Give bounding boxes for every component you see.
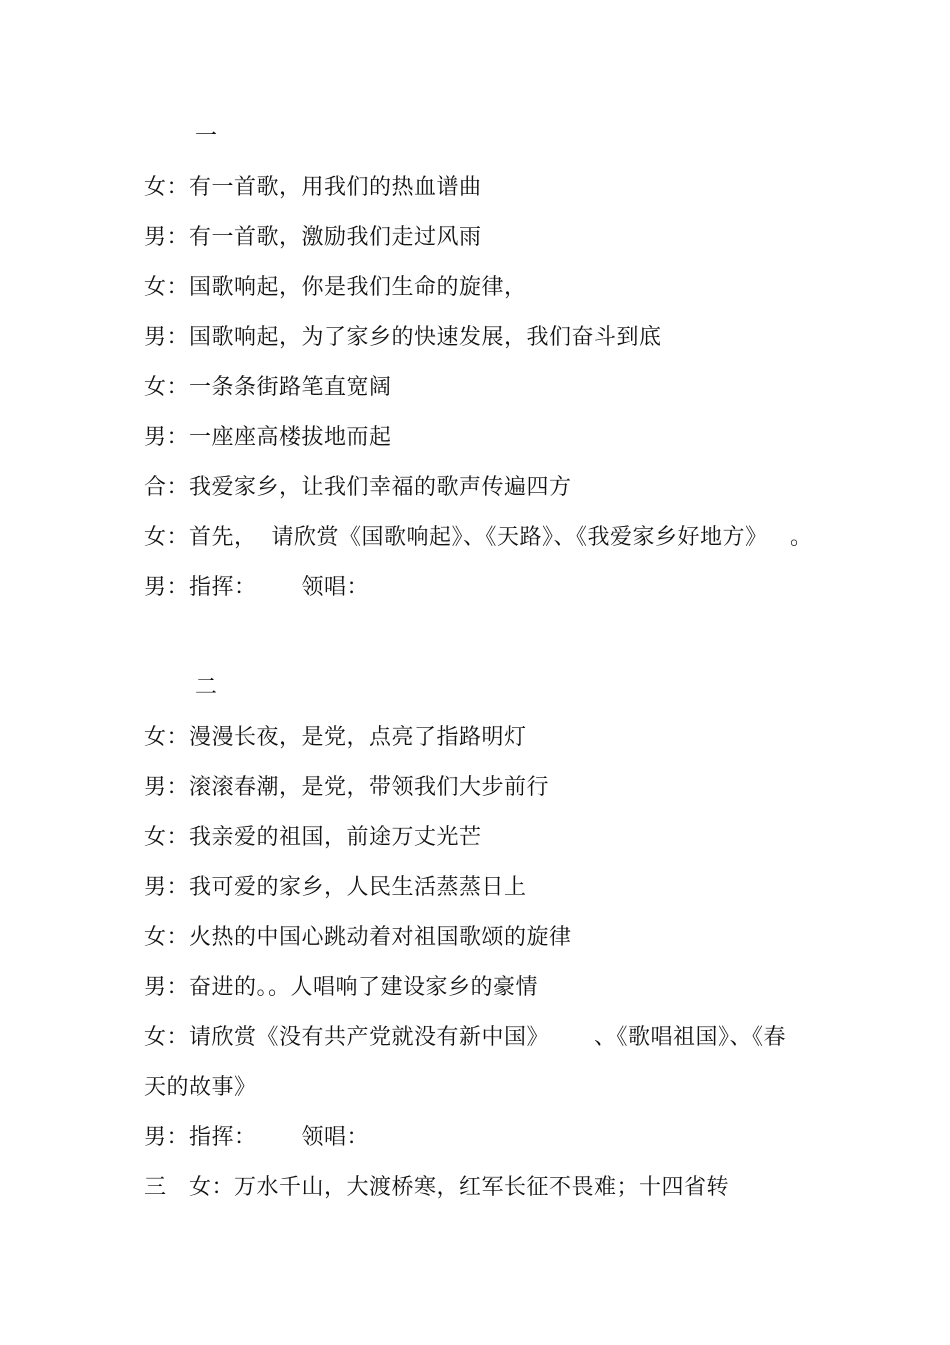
script-line: 天的故事》	[144, 1075, 257, 1100]
script-line: 女：火热的中国心跳动着对祖国歌颂的旋律	[144, 925, 572, 950]
script-line: 男：指挥： 领唱：	[144, 1125, 369, 1150]
script-line: 女：有一首歌，用我们的热血谱曲	[144, 175, 482, 200]
script-line: 男：我可爱的家乡，人民生活蒸蒸日上	[144, 875, 527, 900]
section-1-heading: 一	[195, 124, 218, 149]
script-line: 男：国歌响起，为了家乡的快速发展，我们奋斗到底	[144, 325, 662, 350]
script-line: 合：我爱家乡，让我们幸福的歌声传遍四方	[144, 475, 572, 500]
script-line: 女：我亲爱的祖国，前途万丈光芒	[144, 825, 482, 850]
script-line: 男：有一首歌，激励我们走过风雨	[144, 225, 482, 250]
script-line: 男：滚滚春潮，是党，带领我们大步前行	[144, 775, 550, 800]
script-line: 女：一条条街路笔直宽阔	[144, 375, 392, 400]
section-3-line: 三 女：万水千山，大渡桥寒，红军长征不畏难；十四省转	[144, 1175, 729, 1200]
script-line: 女：漫漫长夜，是党，点亮了指路明灯	[144, 725, 527, 750]
script-line: 男：奋进的。。人唱响了建设家乡的豪情	[144, 975, 539, 1000]
script-line: 女：请欣赏《没有共产党就没有新中国》 、《歌唱祖国》、《春	[144, 1025, 786, 1050]
script-line: 女：首先， 请欣赏《国歌响起》、《天路》、《我爱家乡好地方》 。	[144, 525, 813, 550]
script-line: 男：一座座高楼拔地而起	[144, 425, 392, 450]
section-2-heading: 二	[195, 675, 218, 700]
script-line: 女：国歌响起，你是我们生命的旋律，	[144, 275, 527, 300]
script-line: 男：指挥： 领唱：	[144, 575, 369, 600]
